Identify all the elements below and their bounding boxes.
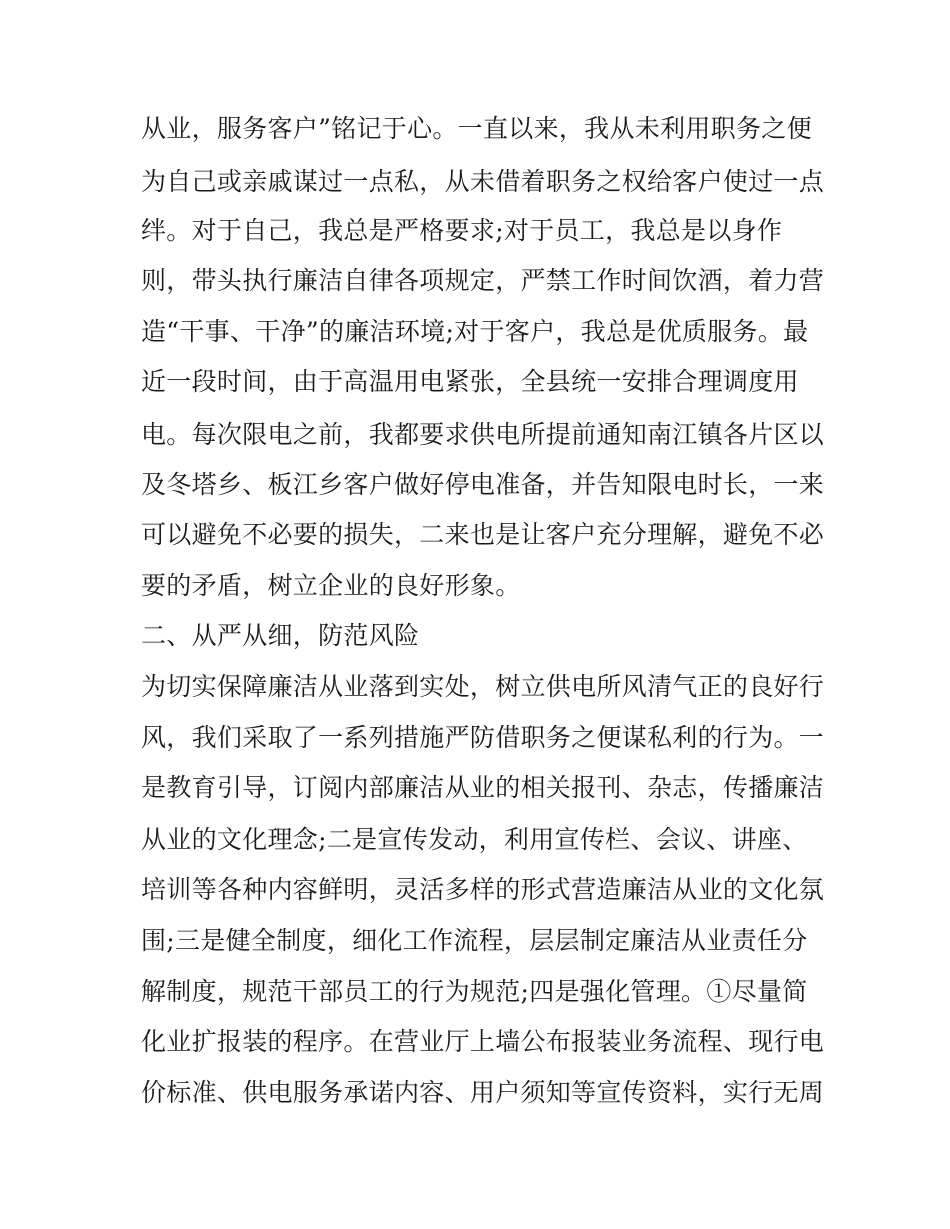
text-line: 是教育引导，订阅内部廉洁从业的相关报刊、杂志，传播廉洁 [141,773,825,802]
text-line: 则，带头执行廉洁自律各项规定，严禁工作时间饮酒，着力营 [141,266,825,295]
text-line: 为切实保障廉洁从业落到实处，树立供电所风清气正的良好行 [141,672,825,701]
text-line: 价标准、供电服务承诺内容、用户须知等宣传资料，实行无周 [141,1078,825,1107]
text-line: 风，我们采取了一系列措施严防借职务之便谋私利的行为。一 [141,723,825,752]
text-line: 可以避免不必要的损失，二来也是让客户充分理解，避免不必 [141,520,825,549]
text-line: 化业扩报装的程序。在营业厅上墙公布报装业务流程、现行电 [141,1027,825,1056]
text-line: 为自己或亲戚谋过一点私，从未借着职务之权给客户使过一点 [141,167,825,196]
text-line: 围;三是健全制度，细化工作流程，层层制定廉洁从业责任分 [141,926,808,955]
text-line: 要的矛盾，树立企业的良好形象。 [141,571,521,600]
text-line: 解制度，规范干部员工的行为规范;四是强化管理。①尽量简 [141,977,808,1006]
text-line: 培训等各种内容鲜明，灵活多样的形式营造廉洁从业的文化氛 [141,875,825,904]
text-line: 造“干事、干净”的廉洁环境;对于客户，我总是优质服务。最 [141,317,809,346]
text-line: 绊。对于自己，我总是严格要求;对于员工，我总是以身作 [141,216,783,245]
text-line: 电。每次限电之前，我都要求供电所提前通知南江镇各片区以 [141,420,825,449]
section-heading: 二、从严从细，防范风险 [141,621,420,650]
text-line: 从业，服务客户”铭记于心。一直以来，我从未利用职务之便 [141,114,812,143]
text-line: 近一段时间，由于高温用电紧张，全县统一安排合理调度用 [141,367,799,396]
text-line: 从业的文化理念;二是宣传发动，利用宣传栏、会议、讲座、 [141,825,808,854]
text-line: 及冬塔乡、板江乡客户做好停电准备，并告知限电时长，一来 [141,470,825,499]
